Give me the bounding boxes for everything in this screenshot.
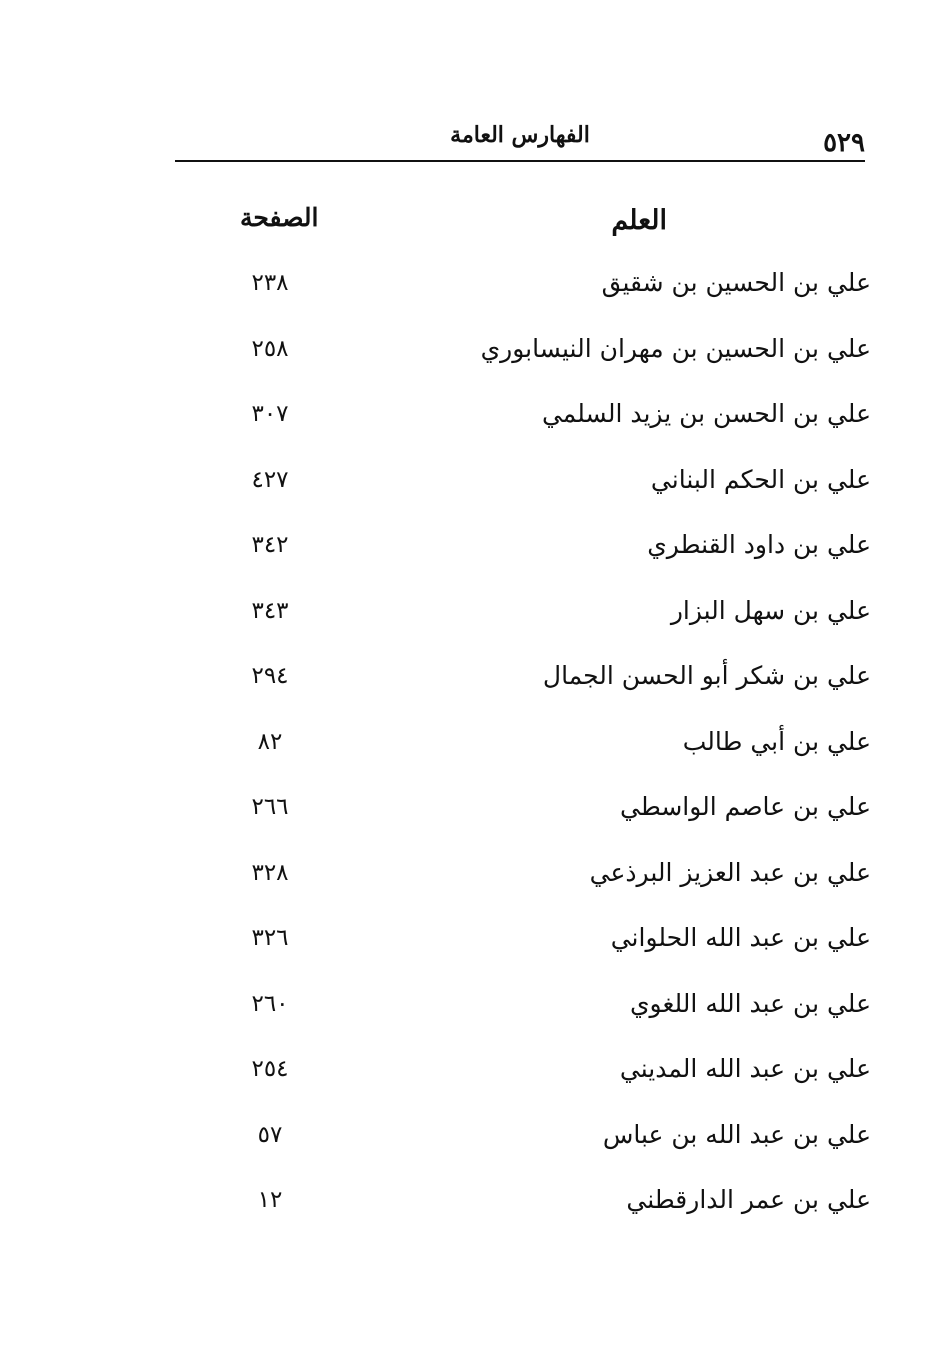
index-row	[0, 596, 927, 662]
entry-name: علي بن الحسين بن شقيق	[601, 268, 871, 297]
entry-name: علي بن عبد الله اللغوي	[629, 988, 871, 1018]
entry-page: ٨٢	[257, 728, 283, 755]
entry-page: ٣٤٢	[251, 532, 289, 558]
entry-page: ١٢	[257, 1187, 283, 1213]
entry-page: ٣٢٦	[251, 925, 289, 951]
index-row	[0, 334, 927, 400]
column-heading-name: العلم	[611, 205, 667, 236]
entry-page: ٢٣٨	[251, 270, 289, 296]
header-title: الفهارس العامة	[450, 122, 590, 148]
entry-page: ٤٢٧	[251, 466, 289, 493]
entry-name: علي بن عبد الله المديني	[619, 1054, 871, 1083]
entry-name: علي بن عبد العزيز البرذعي	[589, 857, 871, 887]
entry-name: علي بن أبي طالب	[682, 726, 871, 756]
index-row	[0, 465, 927, 531]
entry-name: علي بن سهل البزار	[670, 595, 871, 625]
index-row	[0, 989, 927, 1055]
index-row	[0, 792, 927, 858]
index-row	[0, 661, 927, 727]
running-header	[175, 118, 865, 162]
header-rule	[175, 160, 865, 162]
entry-name: علي بن الحسين بن مهران النيسابوري	[480, 333, 871, 363]
column-heading-page: الصفحة	[240, 203, 319, 232]
entry-name: علي بن عمر الدارقطني	[626, 1185, 871, 1214]
entry-name: علي بن عبد الله الحلواني	[610, 923, 871, 952]
entry-name: علي بن عبد الله بن عباس	[602, 1119, 871, 1149]
index-row	[0, 530, 927, 596]
index-row	[0, 1054, 927, 1120]
index-list	[0, 268, 927, 1251]
entry-name: علي بن الحسن بن يزيد السلمي	[541, 399, 871, 428]
index-row	[0, 727, 927, 793]
page-number: ٥٢٩	[823, 128, 865, 158]
index-row	[0, 268, 927, 334]
entry-name: علي بن شكر أبو الحسن الجمال	[542, 661, 871, 690]
entry-name: علي بن داود القنطري	[647, 530, 871, 559]
entry-page: ٣٤٣	[251, 597, 289, 624]
entry-page: ٥٧	[257, 1121, 283, 1148]
entry-page: ٣٢٨	[251, 859, 289, 886]
entry-page: ٢٥٤	[251, 1056, 289, 1082]
entry-page: ٢٩٤	[251, 663, 289, 689]
index-row	[0, 858, 927, 924]
index-row	[0, 1185, 927, 1251]
entry-page: ٢٥٨	[251, 335, 289, 362]
entry-page: ٢٦٠	[251, 990, 289, 1017]
index-row	[0, 923, 927, 989]
entry-name: علي بن عاصم الواسطي	[620, 792, 871, 821]
index-row	[0, 1120, 927, 1186]
entry-name: علي بن الحكم البناني	[650, 464, 871, 494]
index-row	[0, 399, 927, 465]
entry-page: ٣٠٧	[251, 401, 289, 427]
entry-page: ٢٦٦	[251, 794, 289, 820]
